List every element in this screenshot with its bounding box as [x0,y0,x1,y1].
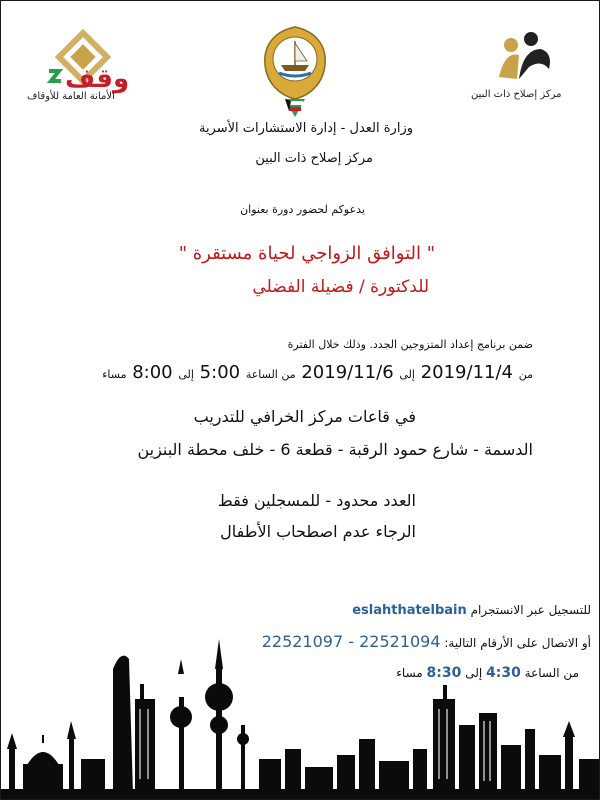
time-from-word: من الساعة [245,368,296,381]
awqaf-caption: الأمانة العامة للأوقاف [27,91,115,102]
hours-evening: مساء [396,666,423,680]
hours-end: 8:30 [426,665,462,681]
instagram-label: للتسجيل عبر الانستجرام [470,603,591,617]
awqaf-logo-mark: وقف [65,64,130,94]
center-caption: مركز إصلاح ذات البين [471,89,562,100]
course-title: " التوافق الزواجي لحياة مستقرة " [178,243,435,264]
phone-label: أو الاتصال على الأرقام التالية: [444,636,591,650]
kuwait-skyline-icon [1,629,599,799]
end-time: 8:00 [132,362,173,383]
time-to-word: إلى [178,368,194,381]
hours-to: إلى [465,666,483,680]
center-line: مركز إصلاح ذات البين [255,151,373,166]
invitation-intro: يدعوكم لحضور دورة بعنوان [240,203,365,216]
instagram-line [352,603,591,618]
schedule-line [102,362,533,383]
presenter-name: للدكتورة / فضيلة الفضلي [252,277,429,297]
end-date: 2019/11/6 [301,362,394,383]
limited-note: العدد محدود - للمسجلين فقط [217,491,416,510]
kuwait-emblem-icon [257,21,333,121]
instagram-handle[interactable]: eslahthatelbain [352,603,467,618]
to-word: إلى [399,368,415,381]
phone-numbers[interactable]: 22521094 - 22521097 [261,632,441,651]
venue-address: الدسمة - شارع حمود الرقبة - قطعة 6 - خلف محطة البنزين [137,440,533,459]
ministry-line: وزارة العدل - إدارة الاستشارات الأسرية [198,121,413,136]
center-logo-icon [489,29,559,89]
start-time: 5:00 [199,362,241,383]
start-date: 2019/11/4 [420,362,513,383]
from-word: من [518,368,533,381]
hours-from: من الساعة [524,666,579,680]
program-note: ضمن برنامج إعداد المتزوجين الجدد. وذلك خلال الفترة [287,338,533,351]
venue-name: في قاعات مركز الخرافي للتدريب [193,407,416,426]
no-children-note: الرجاء عدم اصطحاب الأطفال [220,522,416,541]
hours-start: 4:30 [486,665,521,681]
evening-word: مساء [102,368,127,381]
